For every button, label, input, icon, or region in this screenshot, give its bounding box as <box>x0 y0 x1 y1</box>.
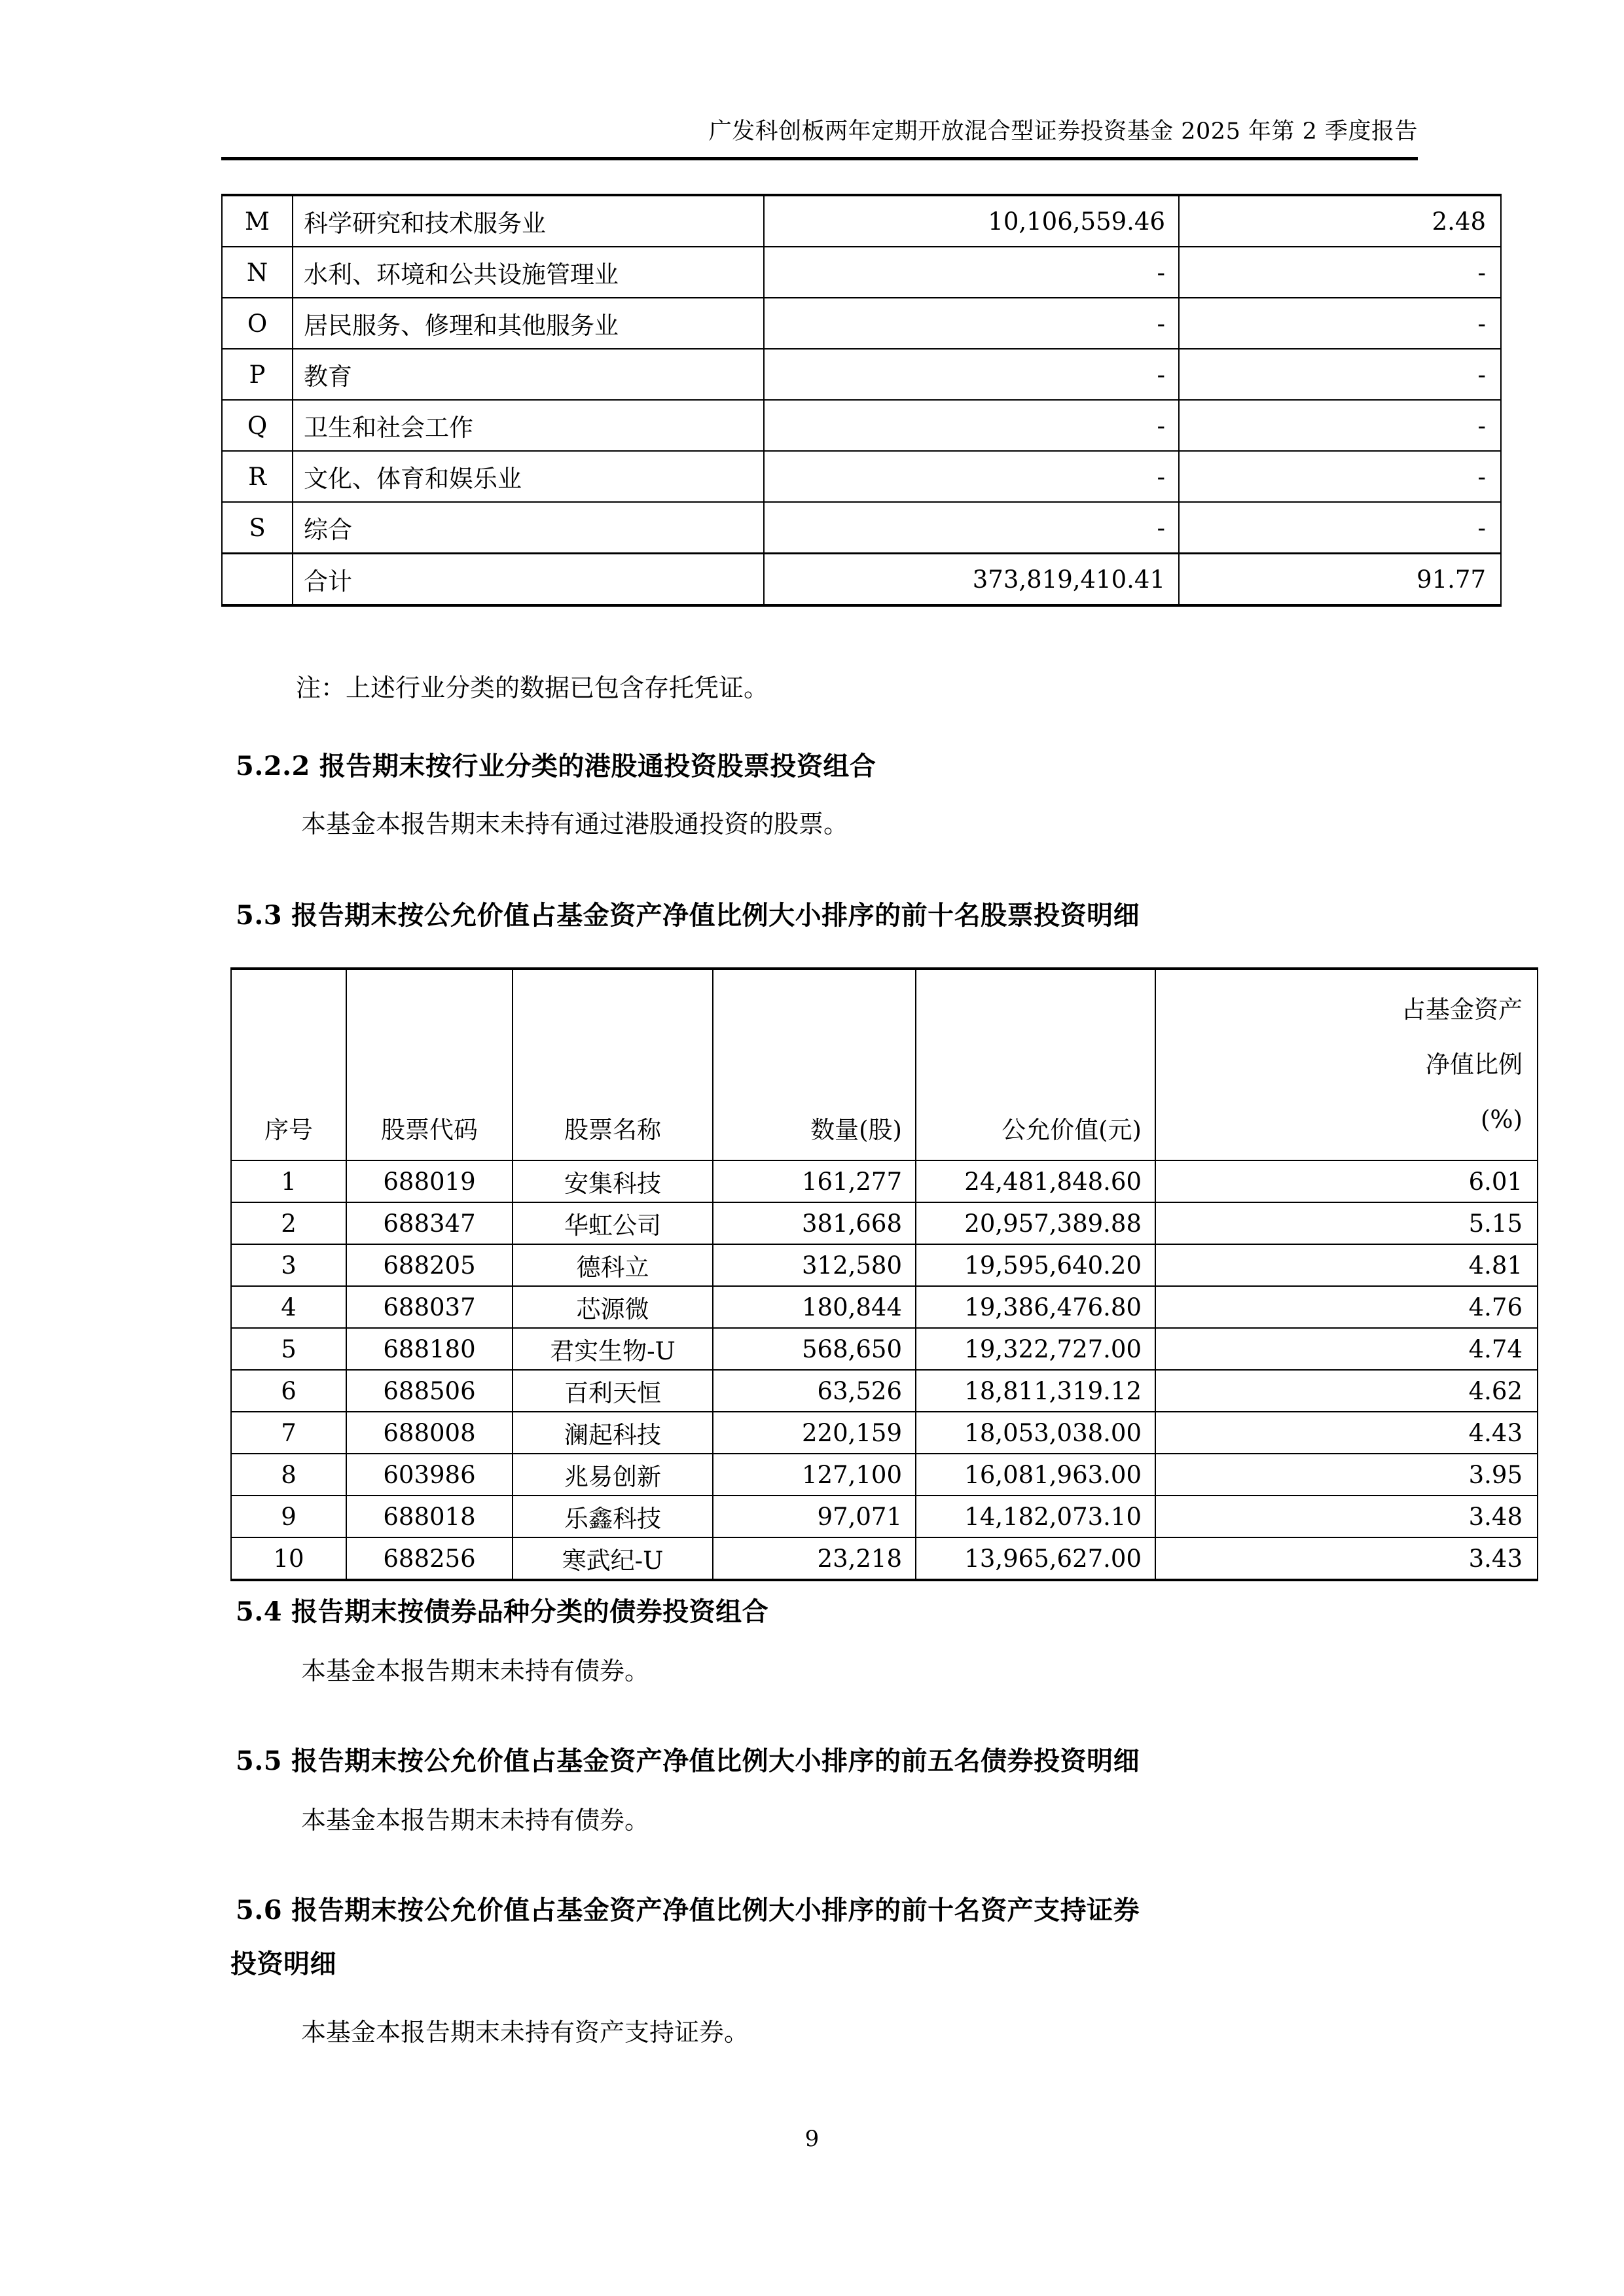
section-title-line1: 报告期末按公允价值占基金资产净值比例大小排序的前十名资产支持证券 <box>291 1895 1140 1926</box>
header-title: 广发科创板两年定期开放混合型证券投资基金 2025 年第 2 季度报告 <box>708 118 1418 145</box>
table-row <box>222 195 1501 247</box>
stock-index: 7 <box>231 1412 346 1454</box>
table-row <box>231 1370 1538 1412</box>
page-number: 9 <box>804 2126 820 2152</box>
industry-breakdown-table <box>221 194 1502 607</box>
section-heading-5-4 <box>236 1592 1420 1632</box>
column-header-index: 序号 <box>231 969 346 1160</box>
stock-index: 1 <box>231 1160 346 1202</box>
table-row <box>231 1244 1538 1286</box>
table-row <box>222 502 1501 554</box>
stock-name: 乐鑫科技 <box>513 1496 713 1537</box>
stock-name: 君实生物-U <box>513 1328 713 1370</box>
stock-value: 19,322,727.00 <box>916 1328 1155 1370</box>
section-title: 报告期末按公允价值占基金资产净值比例大小排序的前五名债券投资明细 <box>291 1746 1140 1776</box>
column-header-value: 公允价值(元) <box>916 969 1155 1160</box>
stock-value: 16,081,963.00 <box>916 1454 1155 1496</box>
industry-pct: - <box>1179 349 1501 400</box>
stock-pct: 3.95 <box>1155 1454 1538 1496</box>
industry-total-label: 合计 <box>293 554 764 606</box>
industry-code <box>222 554 293 606</box>
section-number: 5.5 <box>236 1746 283 1776</box>
industry-pct: - <box>1179 298 1501 349</box>
stock-name: 兆易创新 <box>513 1454 713 1496</box>
industry-code: M <box>222 195 293 247</box>
stock-value: 20,957,389.88 <box>916 1202 1155 1244</box>
column-header-pct-line3: (%) <box>1480 1105 1523 1134</box>
table-row <box>222 400 1501 451</box>
industry-value: - <box>764 349 1179 400</box>
stock-table-head <box>231 969 1538 1160</box>
top-ten-stock-table <box>230 967 1538 1581</box>
stock-quantity: 180,844 <box>713 1286 916 1328</box>
header-rule <box>221 157 1418 160</box>
table-row <box>231 1537 1538 1580</box>
stock-value: 13,965,627.00 <box>916 1537 1155 1580</box>
stock-quantity: 23,218 <box>713 1537 916 1580</box>
stock-table-body <box>231 1160 1538 1580</box>
stock-pct: 6.01 <box>1155 1160 1538 1202</box>
stock-pct: 4.76 <box>1155 1286 1538 1328</box>
stock-index: 9 <box>231 1496 346 1537</box>
industry-table-note: 注：上述行业分类的数据已包含存托凭证。 <box>296 673 769 702</box>
stock-code: 603986 <box>346 1454 513 1496</box>
stock-index: 3 <box>231 1244 346 1286</box>
industry-name: 教育 <box>293 349 764 400</box>
section-heading-5-3 <box>236 895 1420 936</box>
stock-pct: 4.81 <box>1155 1244 1538 1286</box>
stock-quantity: 161,277 <box>713 1160 916 1202</box>
stock-pct: 4.43 <box>1155 1412 1538 1454</box>
industry-total-value: 373,819,410.41 <box>764 554 1179 606</box>
stock-code: 688347 <box>346 1202 513 1244</box>
stock-value: 18,811,319.12 <box>916 1370 1155 1412</box>
stock-quantity: 127,100 <box>713 1454 916 1496</box>
section-body-5-2-2: 本基金本报告期末未持有通过港股通投资的股票。 <box>301 810 849 838</box>
industry-value: - <box>764 502 1179 554</box>
stock-pct: 3.43 <box>1155 1537 1538 1580</box>
stock-pct: 4.74 <box>1155 1328 1538 1370</box>
stock-index: 10 <box>231 1537 346 1580</box>
industry-code: N <box>222 247 293 298</box>
industry-table-body <box>222 195 1501 605</box>
industry-code: Q <box>222 400 293 451</box>
stock-index: 6 <box>231 1370 346 1412</box>
section-number: 5.6 <box>236 1895 283 1926</box>
industry-code: S <box>222 502 293 554</box>
stock-code: 688256 <box>346 1537 513 1580</box>
section-number: 5.3 <box>236 900 283 931</box>
industry-pct: - <box>1179 502 1501 554</box>
table-row <box>222 298 1501 349</box>
stock-code: 688037 <box>346 1286 513 1328</box>
column-header-pct-line2: 净值比例 <box>1426 1050 1523 1079</box>
stock-name: 百利天恒 <box>513 1370 713 1412</box>
industry-code: O <box>222 298 293 349</box>
industry-value: - <box>764 247 1179 298</box>
industry-code: R <box>222 451 293 502</box>
stock-quantity: 63,526 <box>713 1370 916 1412</box>
industry-pct: - <box>1179 451 1501 502</box>
section-number: 5.2.2 <box>236 751 310 781</box>
section-heading-5-6 <box>236 1890 1420 1931</box>
stock-pct: 5.15 <box>1155 1202 1538 1244</box>
stock-quantity: 97,071 <box>713 1496 916 1537</box>
column-header-quantity: 数量(股) <box>713 969 916 1160</box>
section-heading-5-5 <box>236 1741 1420 1782</box>
industry-total-pct: 91.77 <box>1179 554 1501 606</box>
table-row <box>222 247 1501 298</box>
section-body-5-4: 本基金本报告期末未持有债券。 <box>301 1657 650 1685</box>
stock-quantity: 220,159 <box>713 1412 916 1454</box>
stock-index: 5 <box>231 1328 346 1370</box>
industry-name: 综合 <box>293 502 764 554</box>
stock-name: 寒武纪-U <box>513 1537 713 1580</box>
stock-quantity: 568,650 <box>713 1328 916 1370</box>
section-heading-5-6-cont <box>230 1944 1415 1984</box>
column-header-pct <box>1155 969 1538 1160</box>
running-header <box>221 115 1418 160</box>
stock-pct: 4.62 <box>1155 1370 1538 1412</box>
table-row <box>231 1202 1538 1244</box>
industry-value: - <box>764 400 1179 451</box>
section-title: 报告期末按公允价值占基金资产净值比例大小排序的前十名股票投资明细 <box>291 900 1140 931</box>
stock-pct: 3.48 <box>1155 1496 1538 1537</box>
section-heading-5-2-2 <box>236 746 1420 787</box>
industry-value: 10,106,559.46 <box>764 195 1179 247</box>
section-number: 5.4 <box>236 1596 283 1627</box>
section-title: 报告期末按债券品种分类的债券投资组合 <box>291 1596 769 1627</box>
section-body-5-5: 本基金本报告期末未持有债券。 <box>301 1806 650 1835</box>
stock-name: 安集科技 <box>513 1160 713 1202</box>
industry-name: 居民服务、修理和其他服务业 <box>293 298 764 349</box>
section-body-5-6: 本基金本报告期末未持有资产支持证券。 <box>301 2018 749 2047</box>
table-header-row <box>231 969 1538 1160</box>
stock-quantity: 312,580 <box>713 1244 916 1286</box>
stock-index: 2 <box>231 1202 346 1244</box>
table-row <box>222 349 1501 400</box>
industry-name: 科学研究和技术服务业 <box>293 195 764 247</box>
section-title: 报告期末按行业分类的港股通投资股票投资组合 <box>319 751 876 781</box>
stock-name: 澜起科技 <box>513 1412 713 1454</box>
stock-name: 芯源微 <box>513 1286 713 1328</box>
table-row <box>231 1412 1538 1454</box>
stock-code: 688180 <box>346 1328 513 1370</box>
industry-pct: - <box>1179 400 1501 451</box>
table-row-total <box>222 554 1501 606</box>
industry-pct: - <box>1179 247 1501 298</box>
industry-value: - <box>764 451 1179 502</box>
column-header-name: 股票名称 <box>513 969 713 1160</box>
stock-code: 688506 <box>346 1370 513 1412</box>
column-header-pct-line1: 占基金资产 <box>1401 996 1523 1024</box>
industry-code: P <box>222 349 293 400</box>
table-row <box>231 1454 1538 1496</box>
stock-index: 8 <box>231 1454 346 1496</box>
stock-quantity: 381,668 <box>713 1202 916 1244</box>
stock-value: 24,481,848.60 <box>916 1160 1155 1202</box>
stock-name: 华虹公司 <box>513 1202 713 1244</box>
stock-code: 688205 <box>346 1244 513 1286</box>
stock-code: 688019 <box>346 1160 513 1202</box>
table-row <box>231 1160 1538 1202</box>
column-header-code: 股票代码 <box>346 969 513 1160</box>
table-row <box>231 1286 1538 1328</box>
stock-value: 14,182,073.10 <box>916 1496 1155 1537</box>
stock-code: 688008 <box>346 1412 513 1454</box>
stock-value: 19,595,640.20 <box>916 1244 1155 1286</box>
industry-name: 水利、环境和公共设施管理业 <box>293 247 764 298</box>
table-row <box>222 451 1501 502</box>
table-row <box>231 1496 1538 1537</box>
industry-name: 卫生和社会工作 <box>293 400 764 451</box>
stock-index: 4 <box>231 1286 346 1328</box>
industry-value: - <box>764 298 1179 349</box>
stock-value: 19,386,476.80 <box>916 1286 1155 1328</box>
stock-code: 688018 <box>346 1496 513 1537</box>
industry-name: 文化、体育和娱乐业 <box>293 451 764 502</box>
table-row <box>231 1328 1538 1370</box>
stock-value: 18,053,038.00 <box>916 1412 1155 1454</box>
industry-pct: 2.48 <box>1179 195 1501 247</box>
column-header-pct-lines <box>1164 982 1523 1147</box>
section-title-line2: 投资明细 <box>230 1948 336 1979</box>
stock-name: 德科立 <box>513 1244 713 1286</box>
